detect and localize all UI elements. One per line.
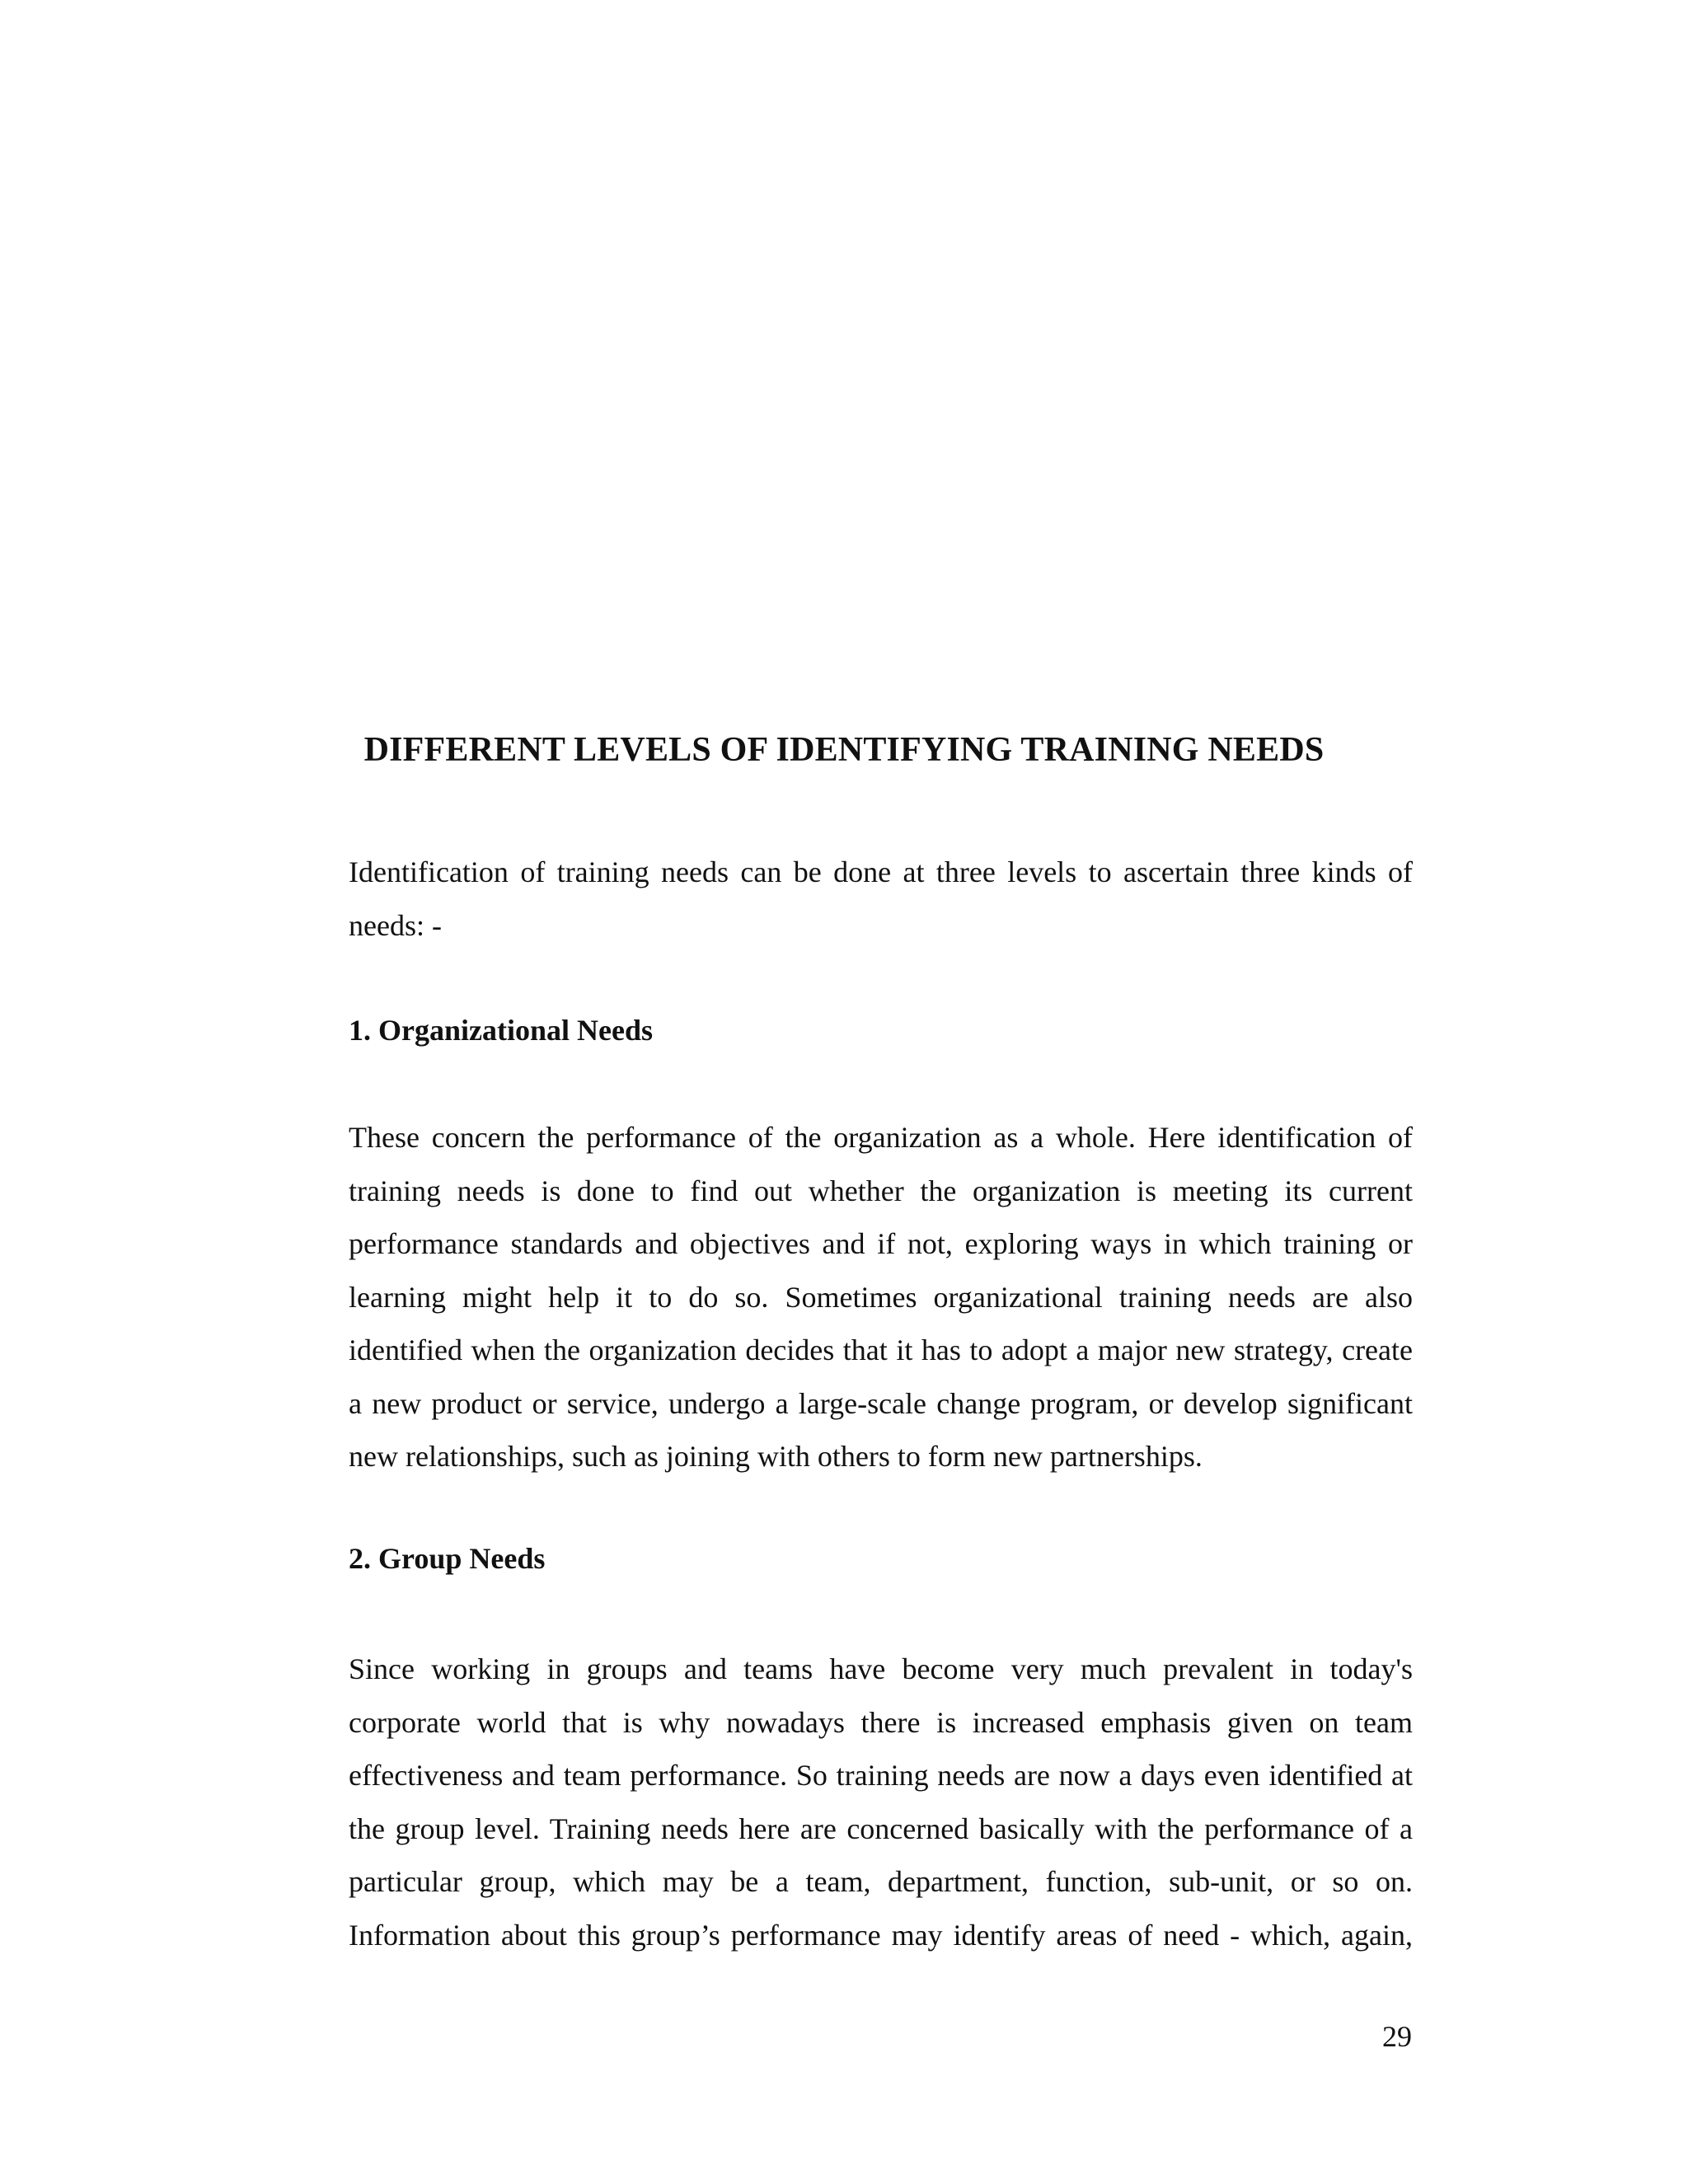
intro-paragraph: Identification of training needs can be done at three levels to ascertain three kinds of needs: - [349, 855, 1413, 942]
page-number: 29 [1382, 2020, 1412, 2053]
section-heading-group-needs: 2. Group Needs [349, 1542, 546, 1575]
section-heading-organizational-needs: 1. Organizational Needs [349, 1014, 653, 1047]
page-title: DIFFERENT LEVELS OF IDENTIFYING TRAINING NEEDS [363, 731, 1325, 769]
section-body-group-needs: Since working in groups and teams have become very much prevalent in today's corporate world that is why nowadays there is increased emphasis given on team effectiveness and team performance. So training needs are now a days even identified at the group level. Training needs here are concerned basically with the performance of a particular group, which may be a team, department, function, sub-unit, or so on. Information about this group’s performance may identify areas of need - which, again, [349, 1652, 1413, 1952]
section-body-organizational-needs: These concern the performance of the organization as a whole. Here identification of training needs is done to find out whether the organization is meeting its current performance standards and objectives and if not, exploring ways in which training or learning might help it to do so. Sometimes organizational training needs are also identified when the organization decides that it has to adopt a major new strategy, create a new product or service, undergo a large-scale change program, or develop significant new relationships, such as joining with others to form new partnerships. [349, 1121, 1413, 1473]
